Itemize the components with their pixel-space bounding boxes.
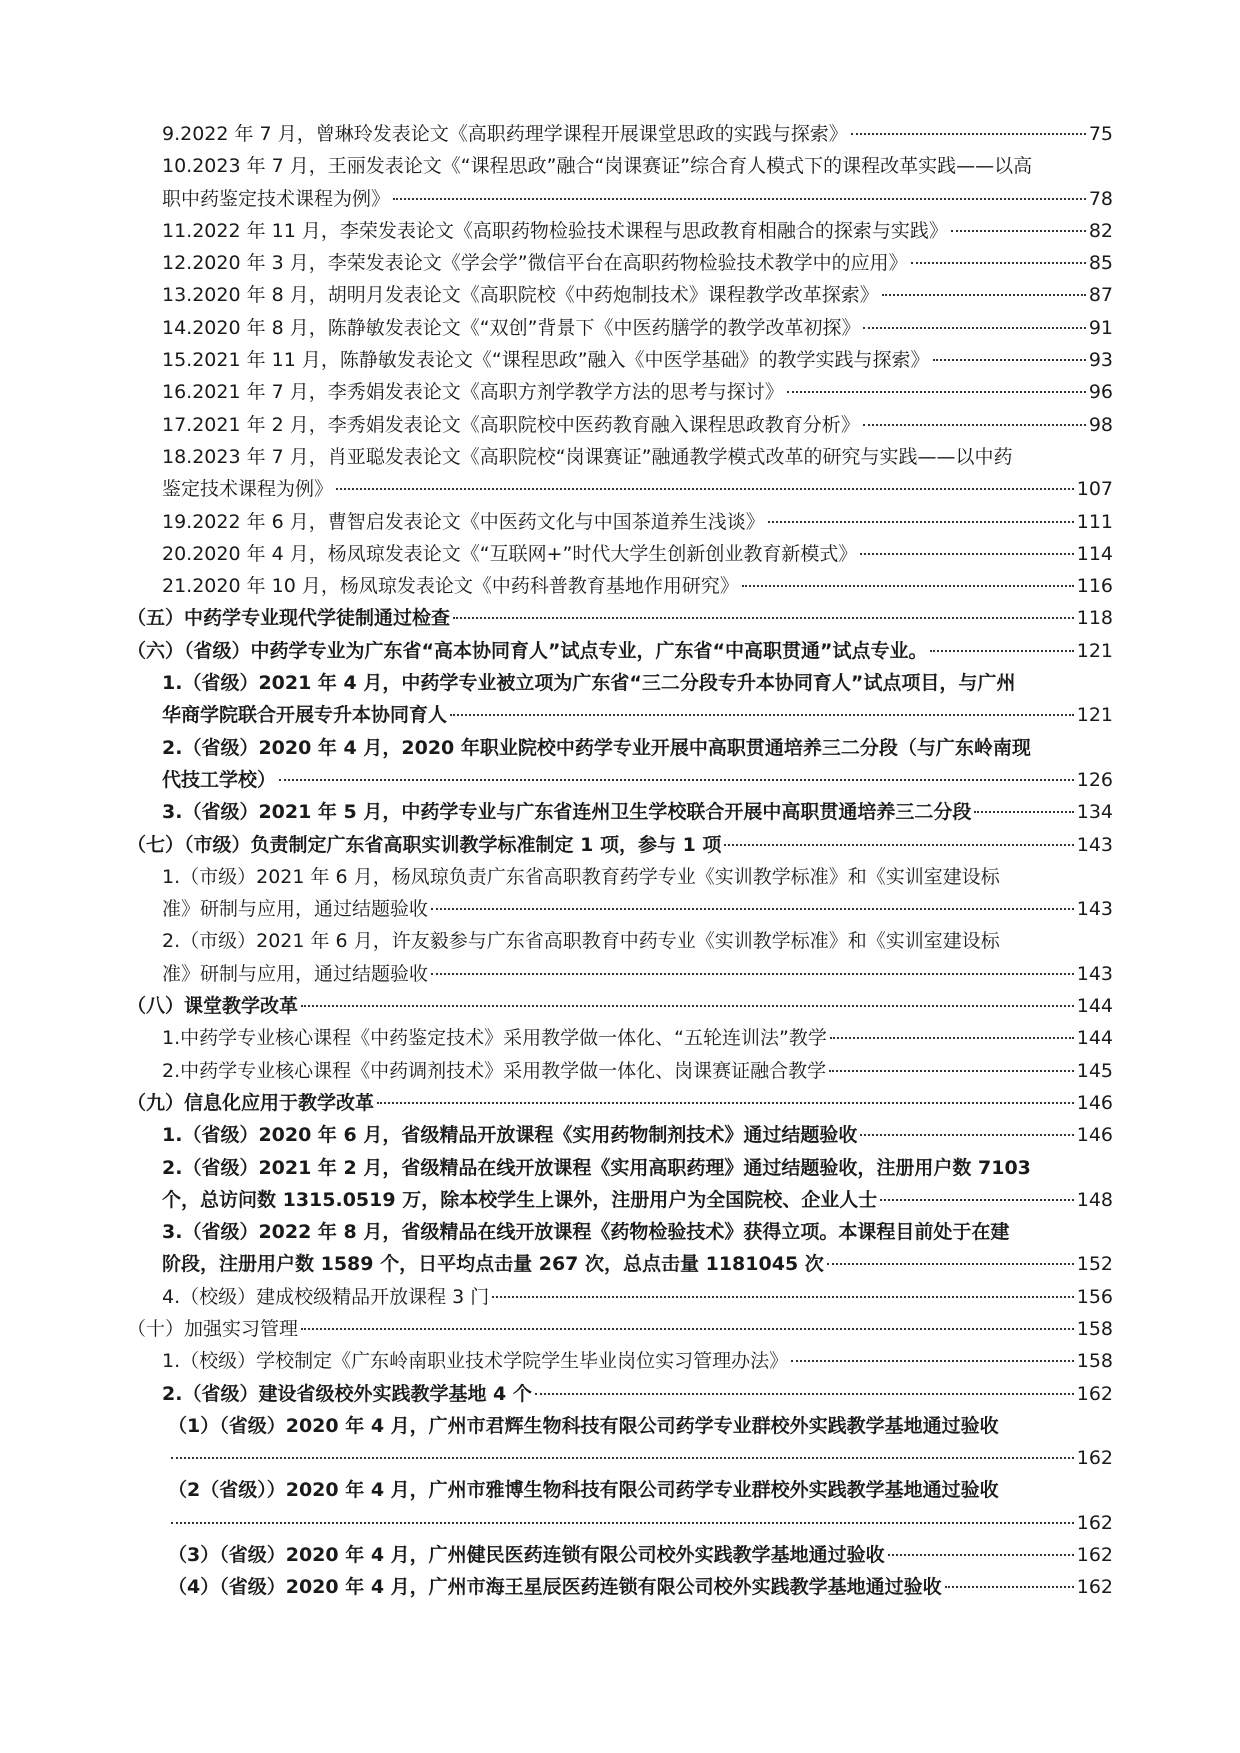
dot-leader [171, 1522, 1074, 1524]
dot-leader [450, 714, 1074, 716]
toc-page-number: 96 [1088, 381, 1113, 404]
dot-leader [863, 424, 1086, 426]
dot-leader [974, 811, 1073, 813]
toc-page-number: 162 [1076, 1576, 1113, 1599]
dot-leader [791, 1360, 1074, 1362]
dot-leader [888, 1554, 1074, 1556]
dot-leader [930, 650, 1073, 652]
dot-leader [863, 327, 1085, 329]
dot-leader [787, 391, 1086, 393]
dot-leader [951, 230, 1086, 232]
dot-leader [301, 1328, 1074, 1330]
toc-entry[interactable] [162, 925, 1113, 990]
toc-page-number: 87 [1088, 284, 1113, 307]
toc-entry[interactable] [162, 667, 1113, 732]
toc-entry-text: 个，总访问数 1315.0519 万，除本校学生上课外，注册用户为全国院校、企业人士 [162, 1188, 878, 1211]
toc-page-number: 156 [1076, 1285, 1113, 1308]
toc-entry[interactable] [162, 118, 1113, 150]
dot-leader [535, 1393, 1074, 1395]
dot-leader [431, 973, 1074, 975]
dot-leader [860, 553, 1073, 555]
toc-entry-text: （4）（省级）2020 年 4 月，广州市海王星辰医药连锁有限公司校外实践教学基地通过验收 [168, 1576, 942, 1599]
toc-entry-text: 20.2020 年 4 月，杨凤琼发表论文《“互联网+”时代大学生创新创业教育新模式》 [162, 542, 858, 565]
dot-leader [336, 488, 1074, 490]
toc-page-number: 75 [1088, 123, 1113, 145]
dot-leader [882, 294, 1086, 296]
toc-page-number: 134 [1076, 801, 1113, 824]
toc-page-number: 143 [1076, 962, 1113, 985]
toc-entry-text: 11.2022 年 11 月，李荣发表论文《高职药物检验技术课程与思政教育相融合的探索与实践》 [162, 219, 948, 242]
toc-entry-text: （1）（省级）2020 年 4 月，广州市君辉生物科技有限公司药学专业群校外实践教学基地通过验收 [168, 1414, 999, 1437]
toc-entry-text: 17.2021 年 2 月，李秀娟发表论文《高职院校中医药教育融入课程思政教育分析》 [162, 413, 860, 436]
toc-entry[interactable] [162, 1281, 1113, 1313]
toc-page-number: 162 [1076, 1511, 1113, 1534]
toc-entry-text: 19.2022 年 6 月，曹智启发表论文《中医药文化与中国茶道养生浅谈》 [162, 510, 765, 533]
toc-entry[interactable] [162, 570, 1113, 602]
toc-entry-text: 1.（省级）2020 年 6 月，省级精品开放课程《实用药物制剂技术》通过结题验收 [162, 1124, 858, 1147]
toc-entry-text: （2（省级））2020 年 4 月，广州市雅博生物科技有限公司药学专业群校外实践教学基地通过验收 [168, 1479, 999, 1502]
dot-leader [933, 359, 1086, 361]
toc-entry-text: 13.2020 年 8 月，胡明月发表论文《高职院校《中药炮制技术》课程教学改革探索》 [162, 284, 879, 307]
toc-entry-text: 3.（省级）2021 年 5 月，中药学专业与广东省连州卫生学校联合开展中高职贯通培养三二分段 [162, 801, 972, 824]
toc-page-number: 82 [1088, 219, 1113, 242]
toc-page-number: 91 [1088, 316, 1113, 339]
toc-entry-text: 2.中药学专业核心课程《中药调剂技术》采用教学做一体化、岗课赛证融合教学 [162, 1059, 827, 1082]
toc-entry[interactable] [127, 1087, 1113, 1119]
toc-entry[interactable] [162, 796, 1113, 828]
toc-entry-text: 18.2023 年 7 月，肖亚聪发表论文《高职院校“岗课赛证”融通教学模式改革的研究与实践——以中药 [162, 445, 1013, 468]
toc-entry[interactable] [168, 1410, 1113, 1475]
toc-entry-text: 2.（省级）建设省级校外实践教学基地 4 个 [162, 1382, 532, 1405]
toc-page-number: 93 [1088, 349, 1113, 372]
toc-entry[interactable] [127, 1313, 1113, 1345]
toc-page-number: 118 [1076, 607, 1113, 630]
toc-page-number: 152 [1076, 1253, 1113, 1276]
toc-page-number: 107 [1076, 478, 1113, 501]
toc-page-number: 126 [1076, 768, 1113, 791]
toc-entry-text: 阶段，注册用户数 1589 个，日平均点击量 267 次，总点击量 1181045 次 [162, 1253, 824, 1276]
dot-leader [827, 1263, 1074, 1265]
toc-entry[interactable] [162, 1378, 1113, 1410]
toc-entry-text: 华商学院联合开展专升本协同育人 [162, 704, 448, 727]
toc-page-number: 158 [1076, 1317, 1113, 1340]
toc-page-number: 143 [1076, 833, 1113, 856]
toc-entry-text: （九）信息化应用于教学改革 [127, 1091, 375, 1114]
toc-entry-text: 1.中药学专业核心课程《中药鉴定技术》采用教学做一体化、“五轮连训法”教学 [162, 1027, 827, 1050]
dot-leader [742, 585, 1074, 587]
toc-entry[interactable] [162, 247, 1113, 279]
dot-leader [860, 1134, 1073, 1136]
dot-leader [945, 1586, 1074, 1588]
toc-page-number: 78 [1088, 187, 1113, 210]
toc-page-number: 144 [1076, 1027, 1113, 1050]
toc-entry-text: 4.（校级）建成校级精品开放课程 3 门 [162, 1285, 490, 1308]
toc-page-number: 98 [1088, 413, 1113, 436]
toc-entry-text: 职中药鉴定技术课程为例》 [162, 187, 391, 210]
toc-entry-text: 12.2020 年 3 月，李荣发表论文《学会学”微信平台在高职药物检验技术教学中的应用》 [162, 252, 908, 275]
toc-entry[interactable] [162, 1345, 1113, 1377]
dot-leader [851, 133, 1086, 135]
toc-page-number: 121 [1076, 704, 1113, 727]
toc-entry-text: 1.（省级）2021 年 4 月，中药学专业被立项为广东省“三二分段专升本协同育人”试点项目，与广州 [162, 672, 1016, 695]
toc-page-number: 148 [1076, 1188, 1113, 1211]
table-of-contents [0, 118, 1240, 1604]
dot-leader [301, 1005, 1074, 1007]
toc-entry-text: 准》研制与应用，通过结题验收 [162, 962, 429, 985]
toc-entry[interactable] [162, 279, 1113, 311]
toc-entry[interactable] [168, 1474, 1113, 1539]
toc-entry-text: 2.（省级）2021 年 2 月，省级精品在线开放课程《实用高职药理》通过结题验收，注册用户数 7103 [162, 1156, 1031, 1179]
toc-entry-text: 2.（省级）2020 年 4 月，2020 年职业院校中药学专业开展中高职贯通培养三二分段（与广东岭南现 [162, 736, 1031, 759]
toc-entry-text: 10.2023 年 7 月，王丽发表论文《“课程思政”融合“岗课赛证”综合育人模式下的课程改革实践——以高 [162, 155, 1033, 178]
toc-entry-text: 鉴定技术课程为例》 [162, 478, 334, 501]
dot-leader [453, 617, 1074, 619]
toc-page-number: 85 [1088, 252, 1113, 275]
toc-entry-text: （八）课堂教学改革 [127, 995, 299, 1018]
toc-page-number: 121 [1076, 639, 1113, 662]
toc-entry[interactable] [162, 312, 1113, 344]
dot-leader [830, 1037, 1074, 1039]
toc-entry-text: 3.（省级）2022 年 8 月，省级精品在线开放课程《药物检验技术》获得立项。本课程目前处于在建 [162, 1221, 1010, 1244]
toc-entry[interactable] [162, 441, 1113, 506]
toc-entry-text: 准》研制与应用，通过结题验收 [162, 898, 429, 921]
toc-entry-text: （十）加强实习管理 [127, 1317, 299, 1340]
toc-entry[interactable] [127, 829, 1113, 861]
toc-entry[interactable] [162, 1152, 1113, 1217]
dot-leader [393, 198, 1086, 200]
toc-entry[interactable] [162, 861, 1113, 926]
dot-leader [492, 1296, 1073, 1298]
toc-entry-text: 9.2022 年 7 月，曾琳玲发表论文《高职药理学课程开展课堂思政的实践与探索》 [162, 123, 848, 145]
toc-entry[interactable] [127, 602, 1113, 634]
toc-page-number: 146 [1076, 1124, 1113, 1147]
toc-page-number: 162 [1076, 1382, 1113, 1405]
toc-entry[interactable] [162, 1055, 1113, 1087]
toc-page-number: 116 [1076, 575, 1113, 598]
toc-entry-text: 16.2021 年 7 月，李秀娟发表论文《高职方剂学教学方法的思考与探讨》 [162, 381, 784, 404]
dot-leader [171, 1457, 1074, 1459]
toc-page-number: 162 [1076, 1544, 1113, 1567]
toc-page-number: 162 [1076, 1447, 1113, 1470]
dot-leader [724, 844, 1073, 846]
toc-page-number: 158 [1076, 1350, 1113, 1373]
toc-entry[interactable] [162, 376, 1113, 408]
dot-leader [768, 521, 1074, 523]
toc-entry[interactable] [168, 1571, 1113, 1603]
toc-entry[interactable] [127, 635, 1113, 667]
toc-page-number: 143 [1076, 898, 1113, 921]
toc-entry-text: 1.（校级）学校制定《广东岭南职业技术学院学生毕业岗位实习管理办法》 [162, 1350, 789, 1373]
toc-entry[interactable] [162, 1119, 1113, 1151]
toc-page-number: 111 [1076, 510, 1113, 533]
toc-entry[interactable] [162, 409, 1113, 441]
toc-entry-text: （3）（省级）2020 年 4 月，广州健民医药连锁有限公司校外实践教学基地通过验收 [168, 1544, 885, 1567]
toc-entry-text: 21.2020 年 10 月，杨凤琼发表论文《中药科普教育基地作用研究》 [162, 575, 739, 598]
toc-entry[interactable] [162, 1216, 1113, 1281]
toc-entry-text: （五）中药学专业现代学徒制通过检查 [127, 607, 451, 630]
toc-page-number: 145 [1076, 1059, 1113, 1082]
dot-leader [829, 1070, 1074, 1072]
toc-entry[interactable] [162, 732, 1113, 797]
toc-entry[interactable] [162, 150, 1113, 215]
toc-entry-text: 2.（市级）2021 年 6 月，许友毅参与广东省高职教育中药专业《实训教学标准》和《实训室建设标 [162, 930, 1000, 953]
toc-page-number: 144 [1076, 995, 1113, 1018]
toc-page-number: 146 [1076, 1091, 1113, 1114]
toc-entry-text: 1.（市级）2021 年 6 月，杨凤琼负责广东省高职教育药学专业《实训教学标准》和《实训室建设标 [162, 865, 1000, 888]
dot-leader [279, 779, 1074, 781]
toc-entry-text: 14.2020 年 8 月，陈静敏发表论文《“双创”背景下《中医药膳学的教学改革初探》 [162, 316, 861, 339]
toc-entry-text: 15.2021 年 11 月，陈静敏发表论文《“课程思政”融入《中医学基础》的教学实践与探索》 [162, 349, 930, 372]
dot-leader [911, 262, 1086, 264]
toc-page-number: 114 [1076, 542, 1113, 565]
toc-entry-text: （七）（市级）负责制定广东省高职实训教学标准制定 1 项，参与 1 项 [127, 833, 722, 856]
toc-entry[interactable] [162, 215, 1113, 247]
toc-entry[interactable] [162, 506, 1113, 538]
toc-entry[interactable] [162, 344, 1113, 376]
dot-leader [431, 908, 1074, 910]
toc-entry[interactable] [162, 538, 1113, 570]
toc-entry[interactable] [168, 1539, 1113, 1571]
toc-entry-text: （六）（省级）中药学专业为广东省“高本协同育人”试点专业，广东省“中高职贯通”试点专业。 [127, 639, 928, 662]
dot-leader [377, 1102, 1074, 1104]
toc-entry-text: 代技工学校） [162, 768, 277, 791]
toc-entry[interactable] [162, 1022, 1113, 1054]
toc-entry[interactable] [127, 990, 1113, 1022]
dot-leader [880, 1199, 1074, 1201]
